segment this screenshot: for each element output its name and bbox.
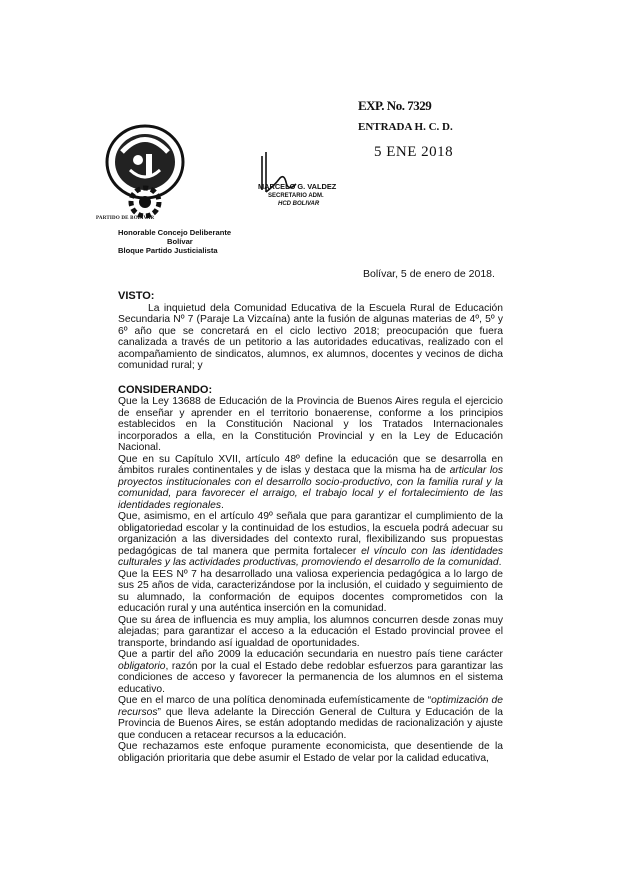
party-logo-seal: [100, 122, 190, 222]
considerando-paragraph: Que su área de influencia es muy amplia, los alumnos concurren desde zonas muy alejadas; para garantizar el acceso a la educación el Estado provincial provee el transporte, brindando así igualdad de oportunidades.: [118, 614, 503, 649]
secretary-title: SECRETARIO ADM.: [268, 192, 324, 199]
addressee-line: Bloque Partido Justicialista: [118, 245, 218, 255]
considerando-paragraph: Que, asimismo, en el artículo 49º señala que para garantizar el cumplimiento de la obligatoriedad escolar y la continuidad de los estudios, la escuela podrá adecuar su organización a las diversidades del contexto rural, flexibilizando sus propuestas pedagógicas de tal manera que permita fortalecer el vínculo con las identidades culturales y las actividades productivas, promoviendo el desarrollo de la comunidad.: [118, 511, 503, 568]
stamp-date: 5 ENE 2018: [374, 144, 454, 160]
entry-stamp: [340, 98, 475, 173]
addressee-block: [118, 229, 231, 255]
considerando-paragraph: Que la EES Nº 7 ha desarrollado una valiosa experiencia pedagógica a lo largo de sus 25 años de vida, caracterizándose por la inclusión, el cuidado y seguimiento de su alumnado, la conformación de equipos docentes comprometidos con la educación rural y una auténtica inserción en la comunidad.: [118, 568, 503, 614]
document-body: [118, 291, 503, 764]
logo-caption: PARTIDO DE BOLIVAR: [96, 216, 155, 221]
addressee-line: Bolívar: [167, 236, 193, 246]
stamp-expediente: EXP. No. 7329: [358, 98, 432, 113]
considerando-paragraph: Que a partir del año 2009 la educación secundaria en nuestro país tiene carácter obligatorio, razón por la cual el Estado debe redoblar esfuerzos para garantizar las condiciones de acceso y favorecer la permanencia de los alumnos en el sistema educativo.: [118, 649, 503, 695]
addressee-line: Honorable Concejo Deliberante: [118, 228, 232, 237]
secretary-office: HCD BOLIVAR: [278, 201, 320, 208]
secretary-name: MARCELO G. VALDEZ: [258, 182, 337, 191]
considerando-paragraph: Que en su Capítulo XVII, artículo 48º define la educación que se desarrolla en ámbitos rurales continentales y de islas y destaca que la misma ha de articular los proyectos institucionales con el desarrollo socio-productivo, con la familia rural y la comunidad, para favorecer el arraigo, el trabajo local y el fortalecimiento de las identidades regionales.: [118, 453, 503, 511]
visto-paragraph: La inquietud dela Comunidad Educativa de la Escuela Rural de Educación Secundaria Nº 7 (Paraje La Vizcaína) ante la fusión de algunas materias de 4º, 5º y 6º año que se concretará en el ciclo lectivo 2018; preocupación que fuera canalizada a través de un petitorio a las autoridades educativas, realizado con el acompañamiento de sindicatos, alumnos, ex alumnos, docentes y vecinos de dicha comunidad rural; y: [118, 302, 503, 371]
section-heading-considerando: CONSIDERANDO:: [118, 383, 213, 396]
stamp-entrada: ENTRADA H. C. D.: [358, 121, 453, 133]
secretary-stamp: [258, 183, 336, 209]
considerando-paragraph: Que rechazamos este enfoque puramente economicista, que desentiende de la obligación prioritaria que debe asumir el Estado de velar por la calidad educativa,: [118, 741, 503, 764]
place-date: Bolívar, 5 de enero de 2018.: [363, 268, 495, 280]
section-heading-visto: VISTO:: [118, 290, 155, 302]
considerando-paragraph: Que en el marco de una política denominada eufemísticamente de “optimización de recursos” que lleva adelante la Dirección General de Cultura y Educación de la Provincia de Buenos Aires, se están adoptando medidas de racionalización y ajuste que conducen a retacear recursos a la educación.: [118, 695, 504, 741]
considerando-paragraph: Que la Ley 13688 de Educación de la Provincia de Buenos Aires regula el ejercicio de enseñar y aprender en el territorio bonaerense, conforme a los principios establecidos en la Constitución Nacional y los Tratados Internacionales incorporados a ella, en la Constitución Provincial y en la Ley de Educación Nacional.: [118, 396, 503, 453]
